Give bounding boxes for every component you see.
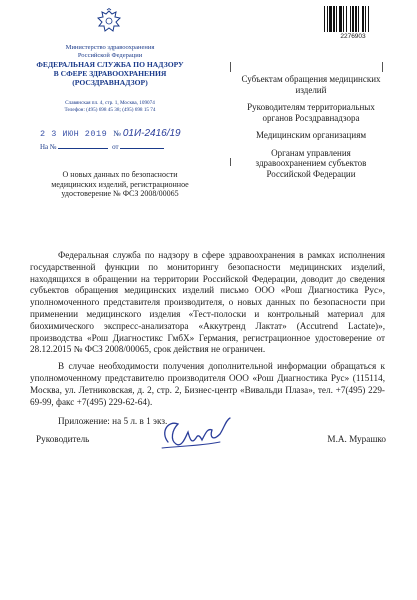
ministry-name [40, 44, 180, 60]
registration-date: 2 3 ИЮН 2019 [40, 129, 108, 139]
barcode-icon [324, 6, 382, 32]
coat-of-arms-icon [95, 8, 123, 36]
registration-number-label: № [113, 129, 121, 138]
address-line-1: Славянская пл. 4, стр. 1, Москва, 109074 [65, 100, 155, 106]
signer-name: М.А. Мурашко [327, 434, 386, 444]
barcode-number: 2276903 [340, 33, 366, 40]
agency-line-1: ФЕДЕРАЛЬНАЯ СЛУЖБА ПО НАДЗОРУ [36, 60, 184, 69]
reference-line [40, 142, 164, 151]
on-number-label: На № [40, 143, 57, 151]
from-label: от [112, 143, 119, 151]
signature-block [36, 434, 386, 444]
recipient-item: Органам управления здравоохранением субъектов Российской Федерации [255, 147, 367, 179]
recipient-item: Медицинским организациям [255, 130, 367, 140]
agency-line-2: В СФЕРЕ ЗДРАВООХРАНЕНИЯ [53, 69, 167, 78]
corner-mark-top-right [382, 62, 383, 72]
agency-line-3: (РОСЗДРАВНАДЗОР) [72, 78, 148, 87]
recipients-block [236, 74, 386, 186]
corner-mark-top-left [230, 62, 231, 72]
recipient-item: Субъектам обращения медицинских изделий [241, 74, 381, 95]
attachment-note: Приложение: на 5 л. в 1 экз. [58, 416, 168, 427]
letter-subject: О новых данных по безопасности медицинских изделий, регистрационное удостоверение № ФСЗ 2008/00065 [51, 170, 189, 198]
address-line-2: Телефон: (495) 698 45 38; (495) 698 15 74 [64, 107, 156, 113]
corner-mark-bottom-left [230, 158, 231, 166]
agency-name [28, 60, 192, 87]
registration-line [40, 128, 181, 139]
body-paragraph-2: В случае необходимости получения дополнительной информации обращаться к уполномоченному представителю производителя ООО «Рош Диагностика Рус» (115114, Москва, ул. Летниковская, д. 2, стр. 2, Бизнес-центр «Вивальди Плаза», тел. +7(495) 229-69-99, факс +7(495) 229-62-64). [30, 361, 385, 407]
signer-position: Руководитель [36, 434, 90, 444]
body-paragraph-1: Федеральная служба по надзору в сфере здравоохранения в рамках исполнения государственной функции по мониторингу безопасности медицинских изделий, находящихся в обращении на территории Российской Федерации, доводит до сведения субъектов обращения медицинских изделий письмо ООО «Рош Диагностика Рус», уполномоченного представителя производителя, о новых данных по безопасности при применении медицинского изделия «Тест-полоски и контрольный материал для биохимического экспресс-анализатора «Аккутренд Лактат» (Accutrend Lactate)», производства «Рош Диагностикс ГмбХ» Германия, регистрационное удостоверение от 28.12.2015 № ФСЗ 2008/00065, срок действия не ограничен. [30, 250, 385, 355]
recipient-item: Руководителям территориальных органов Росздравнадзора [247, 102, 375, 123]
letter-body [30, 250, 385, 433]
agency-address [38, 100, 182, 114]
ministry-text: Министерство здравоохранения Российской Федерации [65, 44, 155, 59]
registration-number: 01И-2416/19 [122, 128, 181, 139]
